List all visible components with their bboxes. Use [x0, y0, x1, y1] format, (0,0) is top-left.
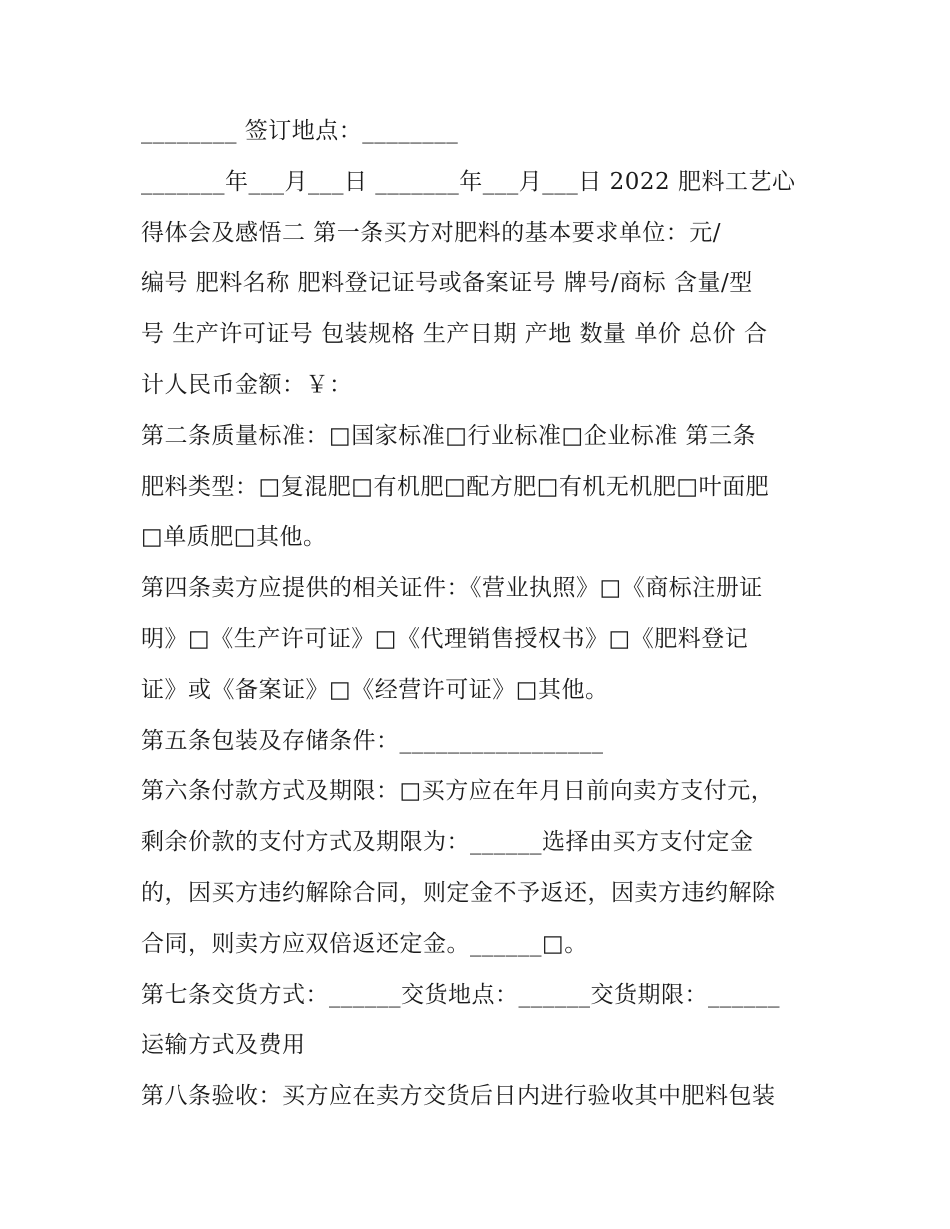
text-line: 合同，则卖方应双倍返还定金。______□。 — [141, 930, 588, 957]
text-line: 第四条卖方应提供的相关证件：《营业执照》□《商标注册证 — [141, 575, 763, 602]
text-line: 号 生产许可证号 包装规格 生产日期 产地 数量 单价 总价 合 — [141, 321, 768, 348]
text-line: 明》□《生产许可证》□《代理销售授权书》□《肥料登记 — [141, 625, 749, 652]
text-line: 得体会及感悟二 第一条买方对肥料的基本要求单位：元/ — [141, 219, 722, 246]
text-line: 编号 肥料名称 肥料登记证号或备案证号 牌号/商标 含量/型 — [141, 270, 753, 297]
text-line: 运输方式及费用 — [141, 1032, 306, 1059]
text-line: _______年___月___日 _______年___月___日 2022 肥料工艺心 — [141, 168, 796, 195]
text-line: 第七条交货方式：______交货地点：______交货期限：______ — [141, 981, 780, 1008]
text-line: 第二条质量标准：□国家标准□行业标准□企业标准 第三条 — [141, 422, 757, 449]
text-line: 的，因买方违约解除合同，则定金不予返还，因卖方违约解除 — [141, 879, 776, 906]
text-line: 剩余价款的支付方式及期限为：______选择由买方支付定金 — [141, 829, 754, 856]
text-line: 第六条付款方式及期限：□买方应在年月日前向卖方支付元， — [141, 778, 775, 805]
text-line: 第八条验收：买方应在卖方交货后日内进行验收其中肥料包装 — [141, 1083, 776, 1110]
text-line: 计人民币金额：￥： — [141, 371, 353, 398]
text-line: □单质肥□其他。 — [141, 524, 327, 551]
document-body — [141, 106, 821, 1122]
text-line: 肥料类型：□复混肥□有机肥□配方肥□有机无机肥□叶面肥 — [141, 473, 770, 500]
text-line: ________ 签订地点：________ — [141, 118, 459, 144]
text-line: 第五条包装及存储条件：_________________ — [141, 727, 604, 754]
text-line: 证》或《备案证》□《经营许可证》□其他。 — [141, 676, 609, 703]
